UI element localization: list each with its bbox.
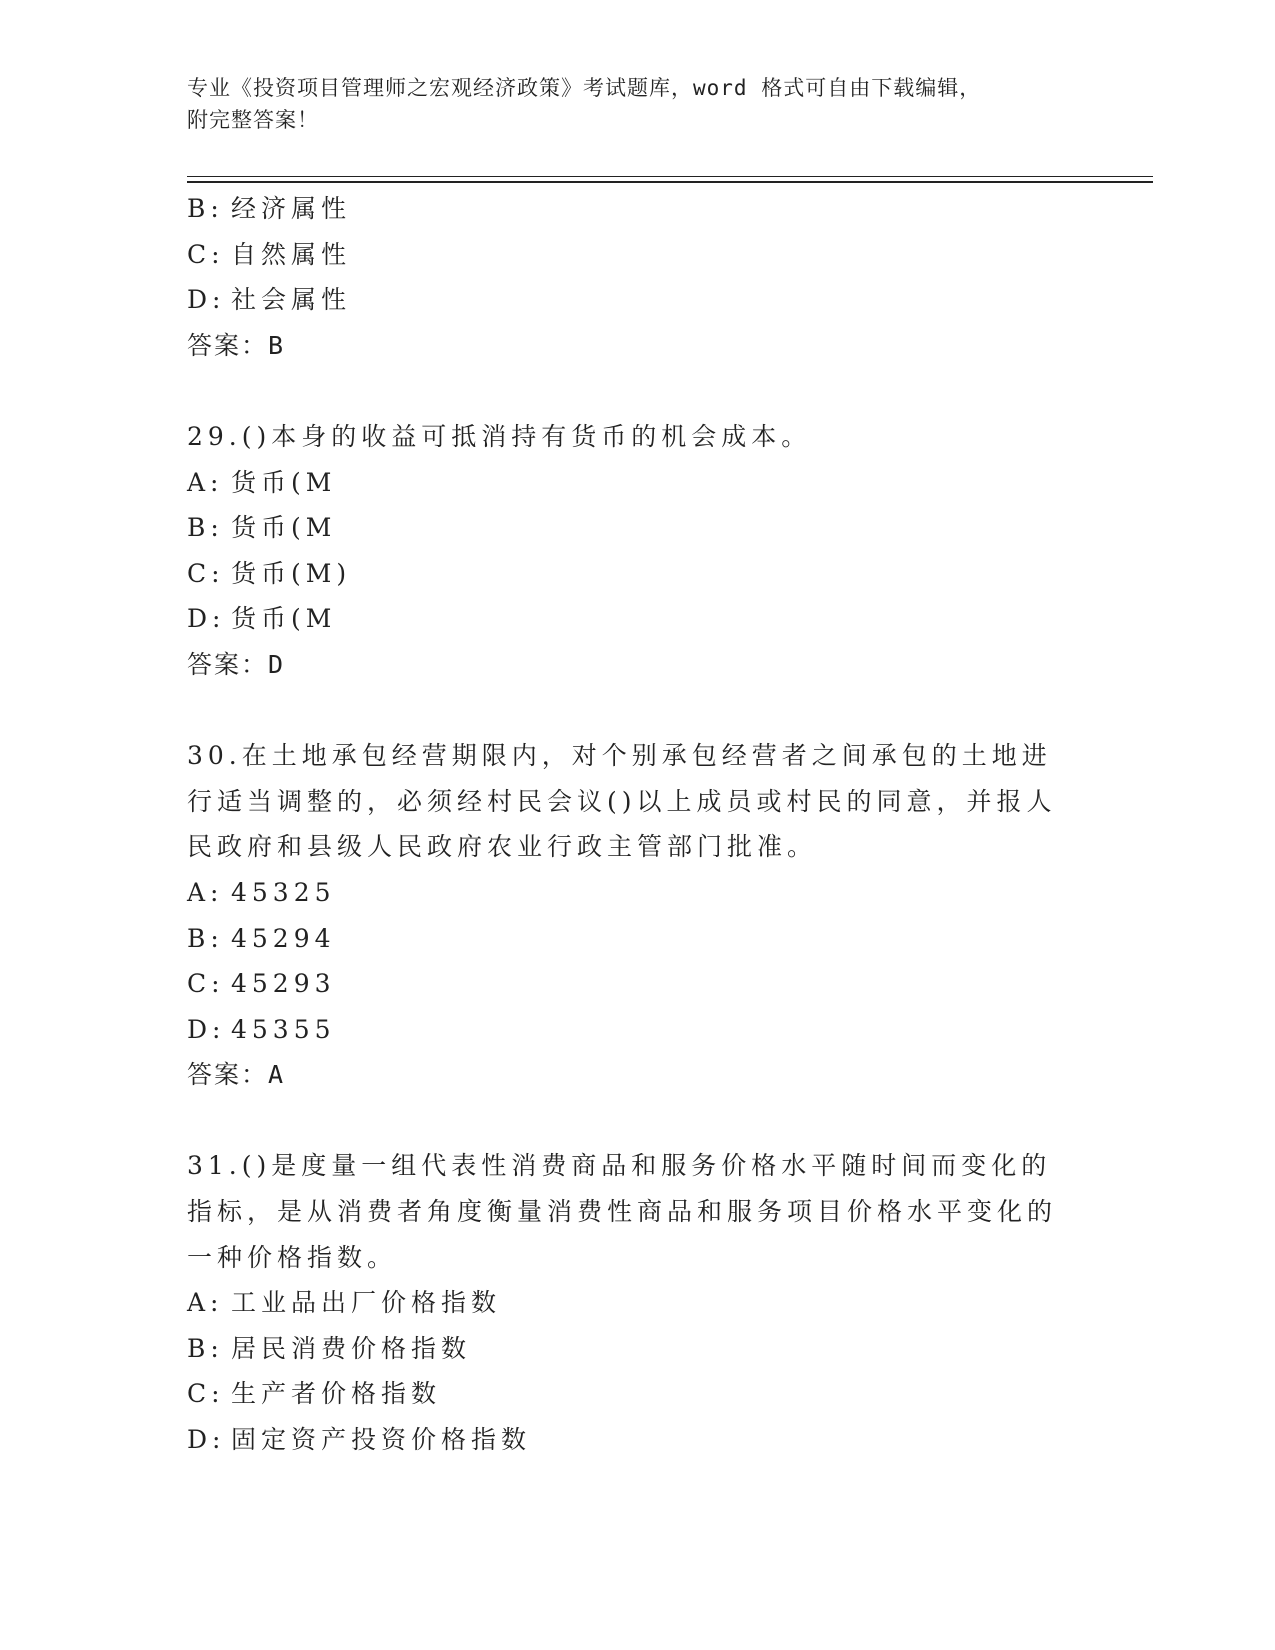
header-divider	[187, 176, 1153, 183]
option-a	[187, 1280, 1087, 1326]
question-block-29	[187, 414, 1087, 688]
option-text: 货币(M	[231, 604, 337, 634]
option-b	[187, 186, 1087, 232]
option-d	[187, 277, 1087, 323]
option-letter: A:	[187, 877, 224, 907]
option-text: 固定资产投资价格指数	[231, 1425, 532, 1455]
option-text: 货币(M)	[231, 558, 352, 588]
answer-value: A	[268, 1060, 286, 1090]
option-d	[187, 596, 1087, 642]
answer-label: 答案：	[187, 649, 269, 679]
option-letter: A:	[187, 467, 224, 497]
option-b	[187, 505, 1087, 551]
option-text: 工业品出厂价格指数	[231, 1288, 502, 1318]
spacer	[187, 1098, 1087, 1144]
option-text: 生产者价格指数	[231, 1379, 442, 1409]
option-letter: D:	[187, 604, 226, 634]
answer-label: 答案：	[187, 330, 269, 360]
option-text: 货币(M	[231, 513, 337, 543]
option-d	[187, 1417, 1087, 1463]
question-stem: 29.()本身的收益可抵消持有货币的机会成本。	[187, 421, 812, 451]
option-b	[187, 916, 1087, 962]
option-text: 经济属性	[231, 194, 352, 223]
option-c	[187, 1371, 1087, 1417]
spacer	[187, 688, 1087, 734]
question-list	[187, 186, 1087, 1463]
answer-label: 答案：	[187, 1060, 269, 1090]
option-letter: B:	[187, 513, 224, 543]
answer-line	[187, 642, 1087, 688]
question-block-28	[187, 186, 1087, 368]
option-text: 45293	[231, 969, 336, 999]
option-letter: C:	[187, 239, 225, 269]
document-header	[187, 72, 1067, 136]
spacer	[187, 368, 1087, 414]
option-letter: B:	[187, 923, 224, 953]
option-letter: D:	[187, 1014, 226, 1044]
question-stem: 30.在土地承包经营期限内，对个别承包经营者之间承包的土地进行适当调整的，必须经村民会议()以上成员或村民的同意，并报人民政府和县级人民政府农业行政主管部门批准。	[187, 741, 1057, 862]
option-text: 货币(M	[231, 467, 337, 497]
option-text: 45355	[231, 1014, 336, 1044]
header-line-2: 附完整答案！	[187, 108, 319, 132]
option-text: 自然属性	[231, 239, 352, 269]
option-d	[187, 1007, 1087, 1053]
question-block-31	[187, 1143, 1087, 1462]
option-text: 45294	[231, 923, 336, 953]
option-text: 45325	[231, 877, 336, 907]
question-block-30	[187, 733, 1087, 1098]
option-letter: C:	[187, 558, 225, 588]
option-letter: D:	[187, 1425, 226, 1455]
option-text: 社会属性	[231, 285, 352, 315]
option-letter: C:	[187, 969, 225, 999]
answer-value: D	[268, 649, 286, 679]
answer-line	[187, 1052, 1087, 1098]
option-text: 居民消费价格指数	[231, 1333, 472, 1363]
answer-line	[187, 323, 1087, 369]
question-stem: 31.()是度量一组代表性消费商品和服务价格水平随时间而变化的指标，是从消费者角度衡量消费性商品和服务项目价格水平变化的一种价格指数。	[187, 1151, 1058, 1272]
answer-value: B	[268, 330, 286, 360]
header-line-1: 专业《投资项目管理师之宏观经济政策》考试题库，word 格式可自由下载编辑，	[187, 76, 982, 100]
option-a	[187, 870, 1087, 916]
option-c	[187, 961, 1087, 1007]
option-letter: B:	[187, 194, 224, 223]
option-letter: B:	[187, 1333, 224, 1363]
option-b	[187, 1326, 1087, 1372]
option-letter: C:	[187, 1379, 225, 1409]
option-c	[187, 232, 1087, 278]
option-a	[187, 460, 1087, 506]
option-letter: A:	[187, 1288, 224, 1318]
option-c	[187, 551, 1087, 597]
option-letter: D:	[187, 285, 226, 315]
